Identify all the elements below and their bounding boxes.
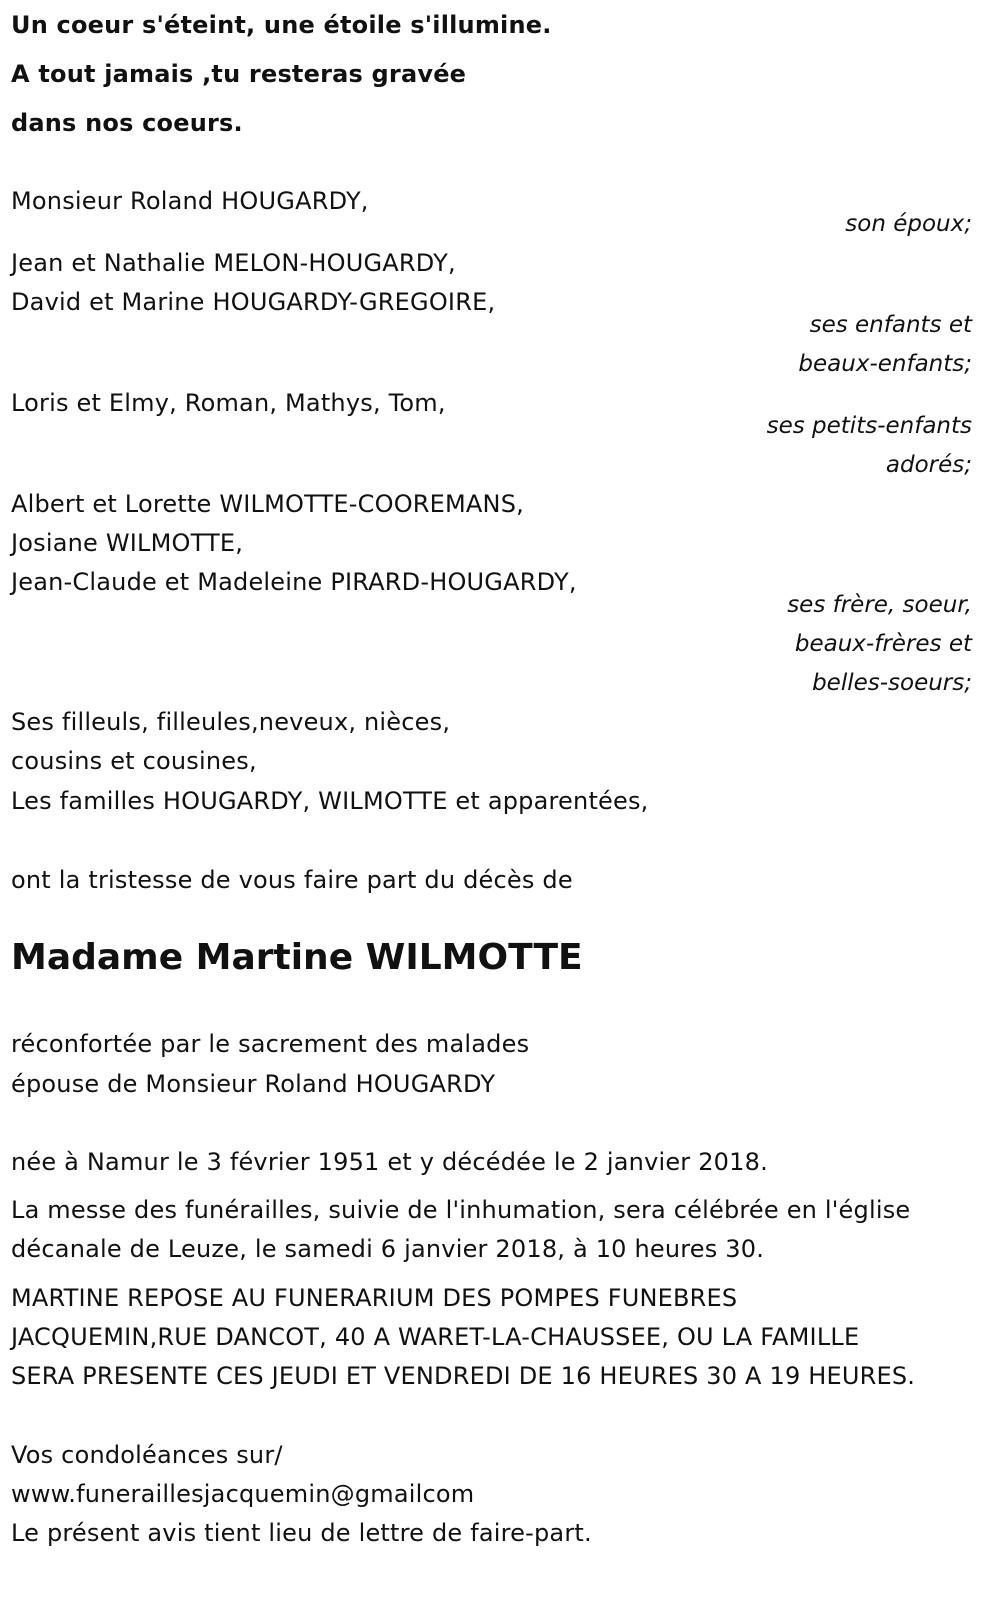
funeral-mass-line: La messe des funérailles, suivie de l'inhumation, sera célébrée en l'église — [11, 1196, 911, 1224]
relation-label: beaux-frères et — [794, 631, 972, 657]
relation-label: beaux-enfants; — [798, 351, 972, 377]
family-name: Josiane WILMOTTE, — [11, 529, 244, 557]
relation-label: ses enfants et — [809, 312, 972, 338]
header-line-1: Un coeur s'éteint, une étoile s'illumine. — [11, 11, 552, 39]
birth-death-line: née à Namur le 3 février 1951 et y décédée le 2 janvier 2018. — [11, 1148, 768, 1176]
detail-line: épouse de Monsieur Roland HOUGARDY — [11, 1070, 496, 1098]
announcement: ont la tristesse de vous faire part du décès de — [11, 866, 573, 894]
relation-label: belles-soeurs; — [812, 670, 972, 696]
relation-label: ses petits-enfants — [766, 413, 972, 439]
detail-line: réconfortée par le sacrement des malades — [11, 1030, 530, 1058]
condolences-line: Vos condoléances sur/ — [11, 1441, 283, 1469]
relation-label: ses frère, soeur, — [787, 592, 972, 618]
header-line-2: A tout jamais ,tu resteras gravée — [11, 60, 467, 88]
family-name: David et Marine HOUGARDY-GREGOIRE, — [11, 288, 496, 316]
family-name: Jean et Nathalie MELON-HOUGARDY, — [11, 249, 456, 277]
funerarium-line: JACQUEMIN,RUE DANCOT, 40 A WARET-LA-CHAUSSEE, OU LA FAMILLE — [11, 1323, 860, 1351]
relation-label: son époux; — [845, 211, 972, 237]
family-name: Loris et Elmy, Roman, Mathys, Tom, — [11, 389, 446, 417]
family-name: Ses filleuls, filleules,neveux, nièces, — [11, 708, 451, 736]
family-name: cousins et cousines, — [11, 747, 257, 775]
closing-line: Le présent avis tient lieu de lettre de faire-part. — [11, 1519, 592, 1547]
header-line-3: dans nos coeurs. — [11, 109, 243, 137]
condolences-address: www.funeraillesjacquemin@gmailcom — [11, 1480, 475, 1508]
funerarium-line: SERA PRESENTE CES JEUDI ET VENDREDI DE 16 HEURES 30 A 19 HEURES. — [11, 1362, 916, 1390]
funerarium-line: MARTINE REPOSE AU FUNERARIUM DES POMPES FUNEBRES — [11, 1284, 738, 1312]
funeral-mass-line: décanale de Leuze, le samedi 6 janvier 2018, à 10 heures 30. — [11, 1235, 765, 1263]
family-name: Jean-Claude et Madeleine PIRARD-HOUGARDY, — [11, 568, 577, 596]
relation-label: adorés; — [885, 452, 972, 478]
family-name: Les familles HOUGARDY, WILMOTTE et apparentées, — [11, 787, 649, 815]
deceased-name: Madame Martine WILMOTTE — [11, 937, 583, 978]
family-name: Albert et Lorette WILMOTTE-COOREMANS, — [11, 490, 524, 518]
family-name: Monsieur Roland HOUGARDY, — [11, 187, 369, 215]
